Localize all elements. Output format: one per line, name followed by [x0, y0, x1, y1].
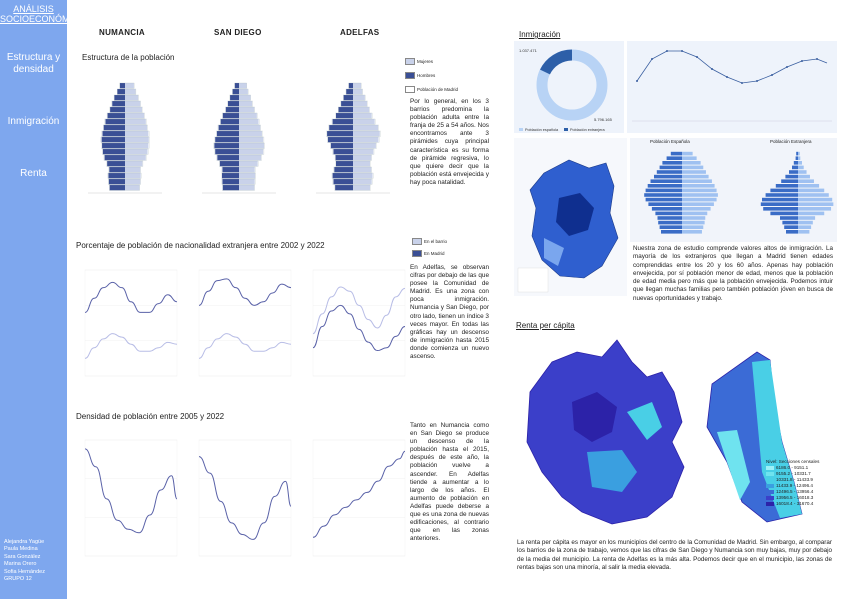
pyramid-bar-hombres — [219, 125, 239, 130]
chart-plot-area — [85, 270, 177, 376]
pyramid-bar-hombres — [335, 185, 353, 190]
pyramid-bar-mujeres — [239, 161, 258, 166]
pyramid-bar-hombres — [103, 149, 125, 154]
pyramid-bar-mujeres — [239, 149, 263, 154]
pyramid-bar-mujeres — [353, 89, 362, 94]
pyramid-bar-mujeres — [239, 83, 247, 88]
pyramid-bar-mujeres — [239, 89, 248, 94]
line-chart-densidad-numancia — [77, 432, 181, 570]
pyramid-bar-extranjera — [798, 189, 824, 193]
pyramid-bar-hombres — [223, 185, 239, 190]
pyramid-bar-hombres — [329, 125, 353, 130]
pyramid-bar-espanola — [682, 193, 718, 197]
pyramid-bar-mujeres — [239, 173, 255, 178]
chart-plot-area — [199, 440, 291, 556]
legend-label: En el barrio — [424, 239, 448, 244]
pyramid-bar-extranjera — [796, 152, 798, 156]
pyramid-bar-mujeres — [125, 83, 134, 88]
timeline-point — [741, 82, 743, 84]
pyramid-bar-mujeres — [125, 185, 139, 190]
pyramid-bar-mujeres — [125, 161, 142, 166]
pyramid-bar-espanola — [652, 207, 682, 211]
nav-renta[interactable] — [0, 168, 67, 180]
renta-legend-row — [766, 501, 819, 507]
pyramid-bar-mujeres — [239, 155, 261, 160]
pyramid-bar-mujeres — [239, 185, 254, 190]
nav-inmigracion[interactable] — [0, 116, 67, 128]
pyramid-bar-extranjera — [786, 230, 798, 234]
pyramid-bar-mujeres — [353, 173, 373, 178]
pyramid-bar-mujeres — [353, 113, 372, 118]
immigration-timeline-chart — [627, 41, 837, 133]
renta-legend — [766, 459, 819, 507]
pyramid-bar-espanola — [667, 156, 682, 160]
pyramid-bar-extranjera — [770, 189, 798, 193]
pyramid-bar-extranjera — [763, 207, 798, 211]
timeline-point — [651, 58, 653, 60]
pyramid-bar-espanola — [654, 175, 682, 179]
group-name: GRUPO 12 — [4, 576, 32, 583]
donut-legend-swatch — [564, 128, 568, 131]
line-chart-densidad-adelfas — [305, 432, 409, 570]
map-legend — [518, 268, 548, 292]
renta-legend-swatch — [766, 466, 774, 470]
swatch-mujeres — [405, 58, 415, 65]
brand-line-2: SOCIOECONÓMICO — [0, 14, 86, 24]
pyramid-bar-espanola — [682, 152, 693, 156]
pyramid-bar-hombres — [226, 107, 239, 112]
donut-panel — [514, 41, 624, 133]
pyramid-bar-mujeres — [353, 119, 375, 124]
pyramid-bar-hombres — [109, 167, 125, 172]
pyramid-bar-hombres — [336, 161, 353, 166]
pyramid-bar-extranjera — [761, 202, 798, 206]
renta-legend-label: 9155.2 - 10331.7 — [776, 471, 811, 476]
pyramid-title-espanola: Población Española — [650, 139, 690, 144]
pyramid-bar-espanola — [682, 161, 701, 165]
paragraph-inmigracion: Nuestra zona de estudio comprende valores altos de inmigración. La mayoría de los extranjeros que llegan a Madrid tienen edades comprendidas entre los 20 y los 60 años. Apenas hay población envejecida, por sí población menor de edad, menos que la población de edad media pero más que la población envejecida. Podemos intuir que llegan muchas familias pero también población jóven en busca de nuevas oportunidades y trabajo. — [633, 245, 833, 302]
renta-legend-label: 16018.4 - 31670.4 — [776, 501, 814, 506]
pyramid-bar-extranjera — [798, 156, 800, 160]
pyramid-bar-hombres — [221, 119, 239, 124]
legend-label: Hombres — [417, 73, 436, 78]
pyramid-bar-espanola — [644, 193, 682, 197]
renta-legend-label: 11433.9 - 12496.4 — [776, 483, 813, 488]
pyramid-bar-hombres — [217, 155, 239, 160]
pyramid-bar-hombres — [327, 131, 353, 136]
donut-legend-label: Población extranjera — [570, 128, 605, 132]
nav-estructura[interactable] — [0, 52, 67, 76]
pyramid-bar-hombres — [110, 185, 125, 190]
pyramid-bar-hombres — [333, 119, 353, 124]
pyramid-bar-extranjera — [798, 221, 813, 225]
pyramid-bar-mujeres — [239, 95, 250, 100]
legend-madrid — [405, 86, 458, 93]
pyramid-bar-espanola — [648, 184, 682, 188]
authors-list — [4, 539, 45, 583]
pyramid-bar-mujeres — [353, 125, 378, 130]
pyramid-bar-hombres — [117, 89, 125, 94]
pyramid-bar-extranjera — [798, 161, 802, 165]
pyramid-bar-mujeres — [353, 101, 367, 106]
pyramid-bar-espanola — [658, 216, 683, 220]
pyramid-bar-espanola — [682, 212, 707, 216]
pyramid-bar-mujeres — [125, 137, 149, 142]
donut-chart — [514, 41, 624, 133]
timeline-point — [756, 80, 758, 82]
pyramid-bar-extranjera — [766, 193, 798, 197]
pyramid-bar-mujeres — [125, 125, 147, 130]
pyramid-bar-mujeres — [125, 89, 136, 94]
author: Marina Orero — [4, 561, 37, 568]
legend-hombres — [405, 72, 458, 79]
pyramid-legend — [405, 58, 458, 93]
pyramid-bar-espanola — [682, 175, 709, 179]
pyramid-bar-espanola — [682, 156, 697, 160]
pyramid-bar-mujeres — [125, 149, 148, 154]
pyramid-bar-mujeres — [125, 143, 148, 148]
pyramid-bar-hombres — [334, 167, 353, 172]
pyramid-bar-hombres — [328, 137, 353, 142]
brand-title[interactable] — [0, 4, 86, 24]
pyramid-bar-mujeres — [125, 179, 140, 184]
pyramid-bar-hombres — [222, 167, 239, 172]
pyramid-bar-espanola — [682, 170, 706, 174]
pyramid-bar-mujeres — [239, 143, 264, 148]
immigration-density-map — [514, 138, 627, 296]
section-title-renta: Renta per cápita — [516, 321, 575, 330]
pyramid-bar-mujeres — [125, 167, 140, 172]
pyramid-bar-mujeres — [239, 131, 262, 136]
pyramid-bar-espanola — [682, 230, 702, 234]
pyramid-bar-hombres — [230, 95, 239, 100]
pyramid-bar-hombres — [102, 143, 125, 148]
pyramid-bar-mujeres — [353, 137, 379, 142]
pyramid-bar-espanola — [662, 161, 682, 165]
pyramid-bar-espanola — [660, 166, 682, 170]
pyramid-bar-mujeres — [125, 95, 138, 100]
pyramid-bar-extranjera — [792, 166, 798, 170]
pyramid-bar-hombres — [336, 113, 353, 118]
pyramid-bar-espanola — [682, 166, 703, 170]
pyramid-bar-hombres — [114, 95, 125, 100]
nav-label: Renta — [20, 168, 47, 179]
pyramid-bar-extranjera — [798, 166, 804, 170]
pyramid-bar-mujeres — [125, 119, 146, 124]
legend-en-madrid — [412, 250, 447, 257]
pyramid-bar-hombres — [110, 107, 125, 112]
pyramid-bar-mujeres — [353, 161, 370, 166]
pyramid-bar-extranjera — [798, 198, 832, 202]
section-title-densidad: Densidad de población entre 2005 y 2022 — [76, 412, 225, 421]
pyramid-bar-espanola — [655, 212, 682, 216]
line-chart-extranjera-numancia — [77, 262, 181, 390]
pyramid-bar-extranjera — [798, 170, 807, 174]
extranjera-legend — [412, 238, 447, 257]
column-header-san-diego: SAN DIEGO — [214, 28, 262, 37]
pyramid-bar-mujeres — [353, 167, 371, 172]
pyramid-bar-extranjera — [798, 230, 809, 234]
pyramid-bar-mujeres — [239, 107, 254, 112]
pyramid-chart-numancia — [84, 75, 166, 215]
renta-legend-label: 10331.8 - 11433.9 — [776, 477, 813, 482]
timeline-point — [771, 74, 773, 76]
pyramid-bar-hombres — [108, 113, 125, 118]
pyramid-bar-mujeres — [239, 113, 257, 118]
pyramid-bar-mujeres — [353, 149, 373, 154]
nav-label: Inmigración — [7, 116, 60, 127]
pyramid-bar-mujeres — [353, 143, 376, 148]
pyramid-bar-hombres — [223, 113, 239, 118]
pyramid-bar-hombres — [102, 137, 125, 142]
pyramid-bar-hombres — [344, 95, 353, 100]
pyramid-bar-extranjera — [776, 184, 798, 188]
pyramid-bar-espanola — [671, 152, 682, 156]
pyramid-title-extranjera: Población Extranjera — [770, 139, 812, 144]
renta-legend-label: 13956.5 - 16018.3 — [776, 495, 814, 500]
chart-plot-area — [313, 270, 405, 376]
legend-label: Mujeres — [417, 59, 434, 64]
pyramid-bar-hombres — [235, 83, 239, 88]
pyramid-bar-extranjera — [798, 207, 831, 211]
pyramid-bar-espanola — [651, 179, 683, 183]
pyramid-bar-extranjera — [798, 152, 800, 156]
column-header-numancia: NUMANCIA — [99, 28, 145, 37]
timeline-point — [696, 56, 698, 58]
pyramid-chart-adelfas — [312, 75, 394, 215]
pyramid-bar-mujeres — [353, 83, 361, 88]
pyramid-bar-espanola — [682, 207, 711, 211]
pyramid-bar-hombres — [214, 143, 239, 148]
section-title-extranjera: Porcentaje de población de nacionalidad extranjera entre 2002 y 2022 — [76, 241, 325, 250]
pyramid-bar-hombres — [104, 125, 125, 130]
immigration-pyramids-chart — [630, 138, 837, 242]
author: Paula Medina — [4, 546, 38, 553]
pyramid-bar-hombres — [215, 137, 239, 142]
pyramid-bar-hombres — [105, 119, 125, 124]
pyramid-bar-espanola — [682, 202, 714, 206]
pyramid-bar-extranjera — [798, 202, 833, 206]
pyramid-bar-hombres — [107, 161, 125, 166]
nav-label: Estructura y — [6, 52, 61, 63]
donut-slice-extranjera — [545, 55, 572, 72]
pyramid-bar-extranjera — [782, 221, 798, 225]
pyramid-bar-espanola — [657, 170, 682, 174]
pyramid-bar-extranjera — [781, 179, 798, 183]
pyramid-bar-espanola — [682, 216, 705, 220]
pyramid-bar-hombres — [336, 155, 353, 160]
column-header-adelfas: ADELFAS — [340, 28, 380, 37]
swatch-hombres — [405, 72, 415, 79]
pyramid-bar-mujeres — [125, 113, 144, 118]
swatch-madrid — [405, 86, 415, 93]
pyramid-bar-mujeres — [239, 119, 259, 124]
pyramid-bar-mujeres — [353, 107, 369, 112]
pyramid-bar-extranjera — [798, 225, 811, 229]
pyramid-bar-mujeres — [239, 167, 255, 172]
pyramid-bar-extranjera — [796, 156, 798, 160]
pyramid-bar-hombres — [222, 179, 239, 184]
paragraph-renta: La renta per cápita es mayor en los municipios del centro de la Comunidad de Madrid. Sin embargo, al comparar los barrios de la zona de trabajo, vemos que las cifras de San Diego y Numancia son muy bajas, muy por debajo de la media del municipio. La renta de Adelfas es la más alta. Podemos decir que en el municipio, las zonas de rentas bajas son una minoría, al salir la media elevada. — [517, 539, 832, 571]
pyramid-bar-hombres — [220, 161, 239, 166]
pyramid-bar-extranjera — [798, 193, 829, 197]
pyramid-bar-extranjera — [798, 212, 824, 216]
renta-legend-swatch — [766, 496, 774, 500]
pyramid-bar-extranjera — [789, 170, 798, 174]
pyramid-bar-mujeres — [353, 95, 365, 100]
author: Alejandra Yagüe — [4, 539, 45, 545]
renta-legend-label: 12496.5 - 13956.4 — [776, 489, 814, 494]
pyramid-bar-espanola — [646, 198, 682, 202]
renta-legend-swatch — [766, 502, 774, 506]
timeline-point — [786, 66, 788, 68]
pyramid-bar-espanola — [682, 221, 705, 225]
pyramid-bar-hombres — [105, 155, 125, 160]
immigration-map-panel — [514, 138, 627, 296]
renta-legend-label: 6186.0 - 9151.1 — [776, 465, 809, 470]
line-chart-extranjera-san-diego — [191, 262, 295, 390]
renta-legend-title: Nivel: Secciones censales — [766, 459, 820, 464]
renta-legend-swatch — [766, 478, 774, 482]
pyramid-bar-mujeres — [353, 185, 370, 190]
pyramid-bar-mujeres — [239, 125, 260, 130]
pyramid-bar-hombres — [222, 173, 239, 178]
pyramid-chart-san-diego — [198, 75, 280, 215]
timeline-point — [636, 80, 638, 82]
swatch-en-madrid — [412, 250, 422, 257]
pyramid-bar-hombres — [333, 149, 353, 154]
pyramid-bar-hombres — [233, 89, 239, 94]
author: Sara González — [4, 553, 41, 560]
chart-plot-area — [85, 440, 177, 556]
renta-legend-swatch — [766, 490, 774, 494]
pyramid-bar-extranjera — [784, 225, 798, 229]
donut-legend-label: Población española — [525, 128, 559, 132]
pyramid-bar-hombres — [108, 173, 125, 178]
donut-value-extranjera: 1.037.471 — [519, 48, 537, 53]
pyramid-bar-mujeres — [239, 179, 255, 184]
pyramid-bar-mujeres — [125, 101, 140, 106]
pyramid-bar-hombres — [217, 131, 239, 136]
pyramid-bar-hombres — [102, 131, 125, 136]
pyramid-bar-hombres — [333, 173, 353, 178]
pyramid-bar-mujeres — [125, 107, 142, 112]
pyramid-bar-espanola — [682, 189, 717, 193]
timeline-point — [801, 60, 803, 62]
nav-label: densidad — [13, 64, 54, 75]
pyramid-bar-mujeres — [353, 155, 371, 160]
pyramid-bar-espanola — [646, 189, 682, 193]
timeline-point — [681, 50, 683, 52]
pyramid-bar-mujeres — [353, 179, 372, 184]
sidebar — [0, 0, 86, 599]
pyramid-bar-extranjera — [762, 198, 798, 202]
pyramid-bar-extranjera — [794, 161, 798, 165]
pyramid-bar-espanola — [648, 202, 682, 206]
timeline-point — [816, 58, 818, 60]
pyramid-bar-mujeres — [239, 137, 263, 142]
renta-legend-swatch — [766, 484, 774, 488]
timeline-point — [711, 68, 713, 70]
timeline-point — [726, 76, 728, 78]
timeline-panel — [627, 41, 837, 133]
section-title-inmigracion: Inmigración — [519, 30, 561, 39]
pyramid-bar-hombres — [120, 83, 125, 88]
timeline-line — [637, 51, 827, 83]
pyramid-bar-espanola — [661, 230, 682, 234]
pyramid-bar-mujeres — [125, 173, 141, 178]
pyramid-bar-espanola — [660, 225, 682, 229]
donut-value-espanola: 5.796.165 — [594, 117, 612, 122]
pyramid-bar-extranjera — [798, 175, 810, 179]
pyramid-bar-extranjera — [798, 179, 814, 183]
pyramid-bar-hombres — [341, 101, 353, 106]
pyramid-bar-extranjera — [798, 216, 815, 220]
pyramid-bar-hombres — [333, 179, 353, 184]
pyramid-bar-mujeres — [125, 155, 146, 160]
pyramid-bar-hombres — [215, 149, 239, 154]
pyramid-bar-extranjera — [780, 216, 798, 220]
pyramid-bar-hombres — [349, 83, 353, 88]
pyramid-bar-hombres — [228, 101, 239, 106]
timeline-points — [636, 50, 818, 84]
pyramid-bar-hombres — [346, 89, 353, 94]
pyramid-bar-espanola — [658, 221, 682, 225]
paragraph-extranjera: En Adelfas, se observan cifras por debajo de las que posee la Comunidad de Madrid. Es una zona con poca inmigración. Numancia y San Diego, por otro lado, tienen un índice 3 veces mayor. En todas las gráficas hay un descenso de inmigración hasta 2015 donde comienza un nuevo ascenso. — [410, 264, 489, 361]
pyramid-bar-extranjera — [785, 175, 798, 179]
pyramid-bar-mujeres — [239, 101, 252, 106]
pyramid-bar-hombres — [112, 101, 125, 106]
legend-label: Población de Madrid — [417, 87, 459, 92]
pyramid-bar-espanola — [682, 179, 712, 183]
legend-label: En Madrid — [424, 251, 445, 256]
pyramid-bar-espanola — [682, 225, 703, 229]
legend-mujeres — [405, 58, 458, 65]
swatch-barrio — [412, 238, 422, 245]
paragraph-densidad: Tanto en Numancia como en San Diego se produce un descenso de la población hasta el 2015, después de este año, la población vuelve a ascender. En Adelfas tiende a aumentar a lo largo de los años. El aumento de población en Adelfas puede deberse a que es una zona de nuevas edificaciones, al contrario que en las zonas anteriores. — [410, 422, 489, 543]
pyramid-bar-hombres — [109, 179, 125, 184]
pyramid-bar-extranjera — [798, 184, 819, 188]
section-title-estructura: Estructura de la población — [82, 53, 175, 62]
author: Sofia Hernández — [4, 568, 45, 575]
immigration-pyramids-panel — [630, 138, 837, 242]
pyramid-bar-hombres — [339, 107, 353, 112]
chart-plot-area — [313, 440, 405, 556]
legend-barrio — [412, 238, 447, 245]
line-chart-densidad-san-diego — [191, 432, 295, 570]
paragraph-estructura: Por lo general, en los 3 barrios predomina la población adulta entre la franja de 25 a 54 años. Nos encontramos ante 3 pirámides cuya principal característica es su forma de pirámide regresiva, lo que quiere decir que la población está envejecida y hay poca natalidad. — [410, 98, 489, 186]
pyramid-bar-mujeres — [353, 131, 380, 136]
pyramid-bar-espanola — [682, 184, 715, 188]
pyramid-bar-extranjera — [770, 212, 798, 216]
pyramid-bar-mujeres — [125, 131, 148, 136]
donut-legend-swatch — [519, 128, 523, 131]
pyramid-bar-hombres — [331, 143, 353, 148]
line-chart-extranjera-adelfas — [305, 262, 409, 390]
brand-line-1: ANÁLISIS — [13, 4, 54, 14]
pyramid-bar-espanola — [682, 198, 717, 202]
timeline-point — [666, 50, 668, 52]
renta-legend-swatch — [766, 472, 774, 476]
